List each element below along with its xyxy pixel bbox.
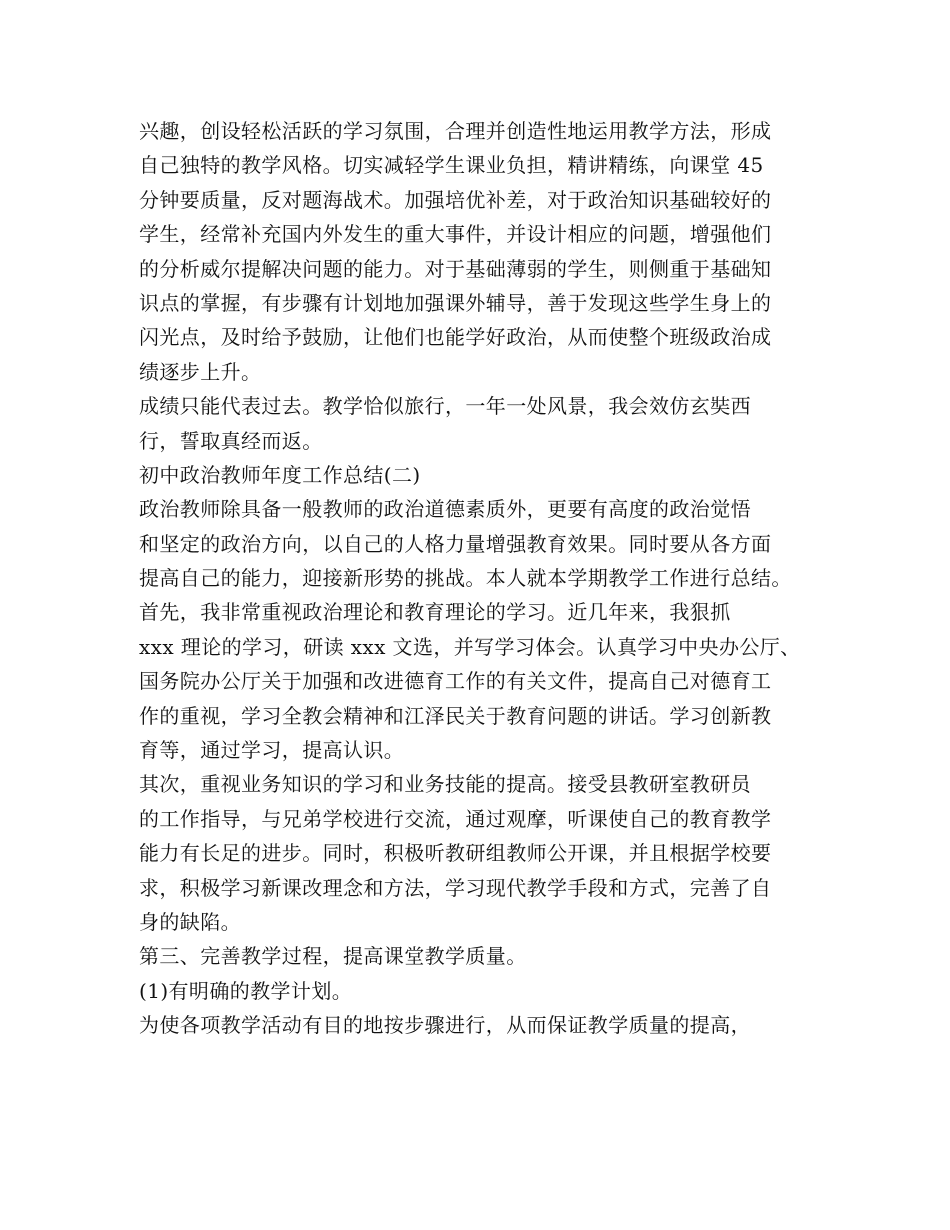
text-line: (1)有明确的教学计划。 <box>139 978 353 1003</box>
text-line: 为使各项教学活动有目的地按步骤进行，从而保证教学质量的提高， <box>139 1013 751 1038</box>
text-line: 第三、完善教学过程，提高课堂教学质量。 <box>139 944 527 969</box>
text-line: xxx 理论的学习，研读 xxx 文选，并写学习体会。认真学习中央办公厅、 <box>139 634 801 659</box>
text-line: 其次，重视业务知识的学习和业务技能的提高。接受县教研室教研员 <box>139 772 751 797</box>
text-line: 和坚定的政治方向，以自己的人格力量增强教育效果。同时要从各方面 <box>139 531 772 556</box>
text-line: 分钟要质量，反对题海战术。加强培优补差，对于政治知识基础较好的 <box>139 187 772 212</box>
text-line: 政治教师除具备一般教师的政治道德素质外，更要有高度的政治觉悟 <box>139 497 751 522</box>
text-line: 的工作指导，与兄弟学校进行交流，通过观摩，听课使自己的教育教学 <box>139 806 772 831</box>
text-line: 国务院办公厅关于加强和改进德育工作的有关文件，提高自己对德育工 <box>139 669 772 694</box>
text-line: 能力有长足的进步。同时，积极听教研组教师公开课，并且根据学校要 <box>139 841 772 866</box>
text-line: 成绩只能代表过去。教学恰似旅行，一年一处风景，我会效仿玄奘西 <box>139 394 751 419</box>
text-line: 自己独特的教学风格。切实减轻学生课业负担，精讲精练，向课堂 45 <box>139 153 764 178</box>
text-line: 作的重视，学习全教会精神和江泽民关于教育问题的讲话。学习创新教 <box>139 703 772 728</box>
document-body <box>139 114 829 1043</box>
text-line: 首先，我非常重视政治理论和教育理论的学习。近几年来，我狠抓 <box>139 600 731 625</box>
text-line: 闪光点，及时给予鼓励，让他们也能学好政治，从而使整个班级政治成 <box>139 325 772 350</box>
text-line: 兴趣，创设轻松活跃的学习氛围，合理并创造性地运用教学方法，形成 <box>139 119 772 143</box>
text-line: 育等，通过学习，提高认识。 <box>139 738 405 763</box>
text-line: 行，誓取真经而返。 <box>139 428 323 453</box>
text-line: 学生，经常补充国内外发生的重大事件，并设计相应的问题，增强他们 <box>139 222 772 247</box>
text-line: 身的缺陷。 <box>139 909 241 934</box>
text-line: 绩逐步上升。 <box>139 359 262 384</box>
text-line: 的分析威尔提解决问题的能力。对于基础薄弱的学生，则侧重于基础知 <box>139 256 772 281</box>
text-line: 识点的掌握，有步骤有计划地加强课外辅导，善于发现这些学生身上的 <box>139 290 772 315</box>
text-line: 提高自己的能力，迎接新形势的挑战。本人就本学期教学工作进行总结。 <box>139 566 792 591</box>
text-line: 求，积极学习新课改理念和方法，学习现代教学手段和方式，完善了自 <box>139 875 772 900</box>
section-heading: 初中政治教师年度工作总结(二) <box>139 462 421 487</box>
